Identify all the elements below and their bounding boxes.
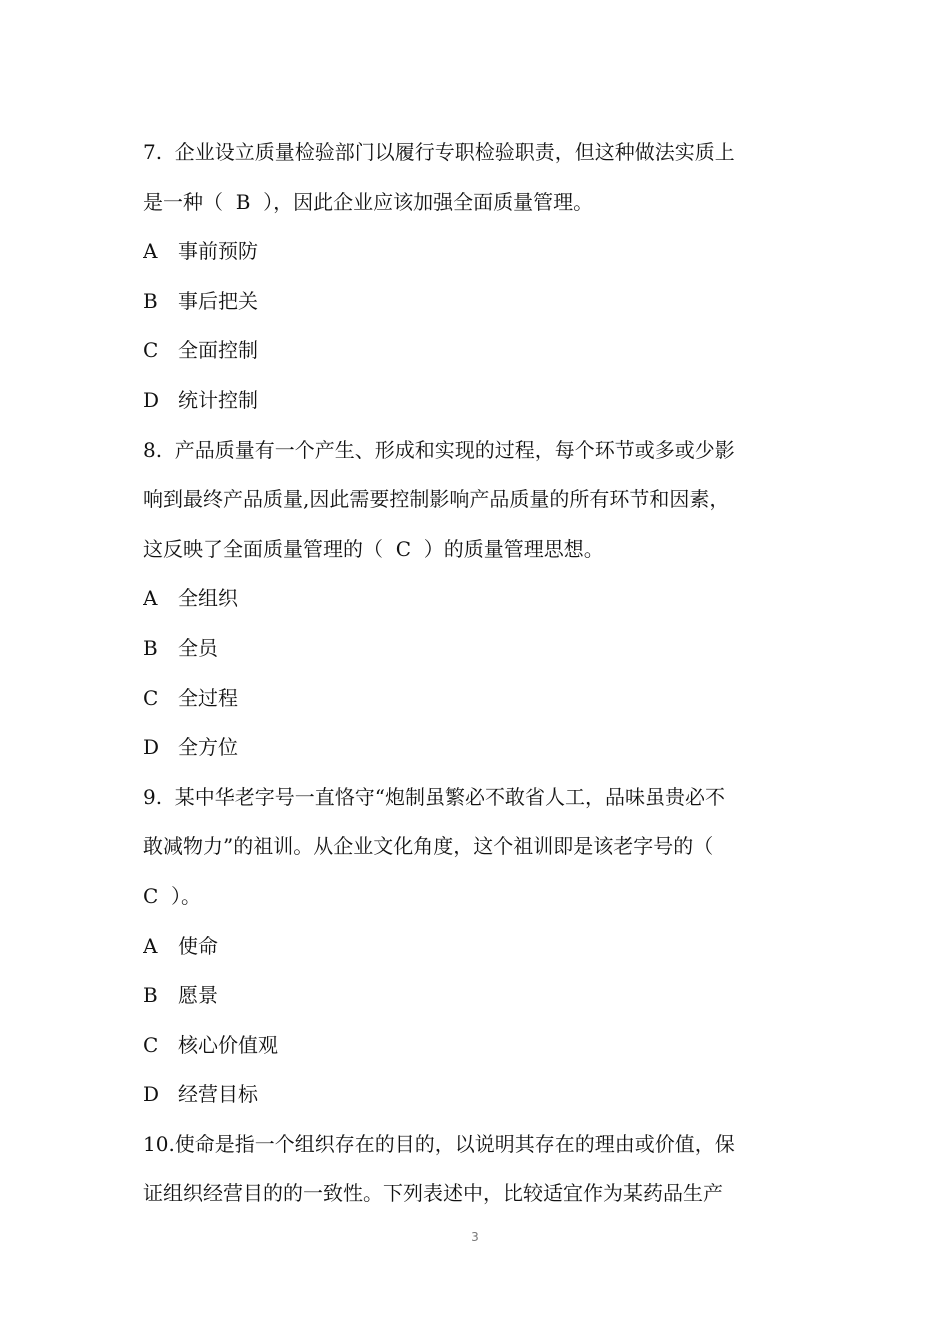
question-9-line-3: C ）。: [143, 883, 202, 908]
question-10-line-2: 证组织经营目的的一致性。下列表述中，比较适宜作为某药品生产: [143, 1181, 723, 1206]
question-9-line-1: 9. 某中华老字号一直恪守“炮制虽繁必不敢省人工，品味虽贵必不: [143, 784, 726, 809]
question-7-option-c: C 全面控制: [143, 338, 258, 363]
question-10-line-1: 10.使命是指一个组织存在的目的，以说明其存在的理由或价值，保: [143, 1131, 735, 1156]
question-list: [143, 128, 813, 1219]
question-9-option-d: D 经营目标: [143, 1082, 258, 1107]
question-9-option-b: B 愿景: [143, 983, 218, 1008]
question-7-line-1: 7. 企业设立质量检验部门以履行专职检验职责，但这种做法实质上: [143, 140, 735, 164]
question-8-line-2: 响到最终产品质量,因此需要控制影响产品质量的所有环节和因素，: [143, 487, 730, 512]
question-7-option-d: D 统计控制: [143, 387, 258, 412]
question-8-option-a: A 全组织: [143, 586, 238, 611]
question-9-option-a: A 使命: [143, 933, 218, 958]
question-8-line-3: 这反映了全面质量管理的（ C ）的质量管理思想。: [143, 536, 604, 561]
question-7-option-b: B 事后把关: [143, 288, 258, 313]
question-7-line-2: 是一种（ B ），因此企业应该加强全面质量管理。: [143, 189, 594, 214]
question-9-line-2: 敢减物力”的祖训。从企业文化角度，这个祖训即是该老字号的（: [143, 834, 714, 859]
question-8-option-b: B 全员: [143, 635, 218, 660]
question-8-line-1: 8. 产品质量有一个产生、形成和实现的过程，每个环节或多或少影: [143, 437, 735, 462]
question-7-option-a: A 事前预防: [143, 239, 258, 264]
question-8-option-c: C 全过程: [143, 685, 238, 710]
question-9-option-c: C 核心价值观: [143, 1032, 278, 1057]
question-8-option-d: D 全方位: [143, 735, 238, 760]
page-number: 3: [471, 1230, 479, 1244]
